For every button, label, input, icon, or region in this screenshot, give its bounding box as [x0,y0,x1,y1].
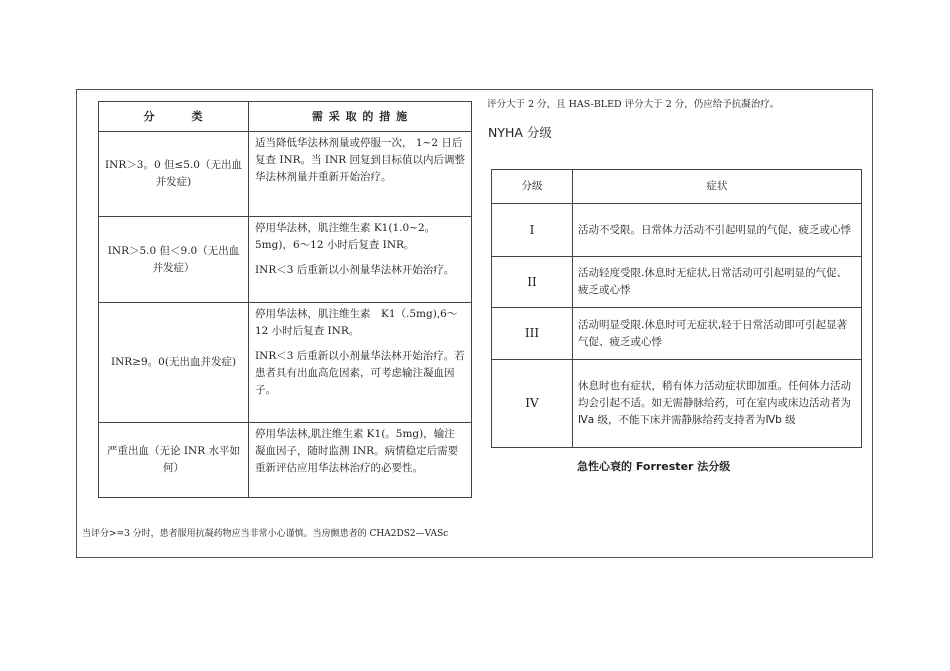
table-row [99,132,472,217]
table-row [492,257,862,308]
table-row [492,360,862,448]
inr-management-table [98,101,472,498]
grade-cell: I [492,204,573,257]
table-header-row [99,102,472,132]
header-symptom: 症状 [573,170,862,204]
cha2ds2-vasc-note: 当评分>=3 分时，患者服用抗凝药物应当非常小心谨慎。当房颤患者的 CHA2DS2—VASc [82,529,449,539]
table-header-row [492,170,862,204]
header-action: 需 采 取 的 措 施 [249,102,472,132]
category-cell: 严重出血（无论 INR 水平如何） [99,423,249,498]
table-row [492,308,862,360]
action-text: INR＜3 后重新以小剂量华法林开始治疗。若患者具有出血高危因素，可考虑输注凝血因子。 [255,350,465,396]
action-text: 停用华法林，肌注维生素 K1（.5mg),6～12 小时后复查 INR。 [255,308,458,337]
category-cell: INR＞3。0 但≤5.0（无出血并发症) [99,132,249,217]
symptom-cell: 活动明显受限.休息时可无症状,轻于日常活动即可引起显著气促、疲乏或心悸 [573,308,862,360]
category-cell: INR＞5.0 但＜9.0（无出血并发症） [99,217,249,303]
table-row [99,217,472,303]
action-text: 适当降低华法林剂量或停服一次， 1~2 日后复查 INR。当 INR 回复到目标值以内后调整华法林剂量并重新开始治疗。 [255,137,465,183]
symptom-cell: 休息时也有症状，稍有体力活动症状即加重。任何体力活动均会引起不适。如无需静脉给药，可在室内或床边活动者为Ⅳa 级，不能下床并需静脉给药支持者为Ⅳb 级 [573,360,862,448]
action-cell [249,423,472,498]
action-text: INR＜3 后重新以小剂量华法林开始治疗。 [255,264,455,276]
grade-cell: III [492,308,573,360]
has-bled-note: 评分大于 2 分，且 HAS-BLED 评分大于 2 分，仍应给予抗凝治疗。 [487,99,780,110]
action-cell [249,303,472,423]
table-row [99,303,472,423]
nyha-table [491,169,862,448]
forrester-caption: 急性心衰的 Forrester 法分级 [577,460,731,473]
action-text: 停用华法林,肌注维生素 K1(。5mg)，输注凝血因子，随时监测 INR。病情稳定后需要重新评估应用华法林治疗的必要性。 [255,428,459,474]
action-text: 停用华法林，肌注维生素 K1(1.0~2。5mg)，6～12 小时后复查 INR。 [255,222,436,251]
action-cell [249,132,472,217]
table-row [99,423,472,498]
grade-cell: IV [492,360,573,448]
header-category: 分 类 [99,102,249,132]
action-cell [249,217,472,303]
category-cell: INR≥9。0(无出血并发症) [99,303,249,423]
table-row [492,204,862,257]
symptom-cell: 活动不受限。日常体力活动不引起明显的气促、疲乏或心悸 [573,204,862,257]
header-grade: 分级 [492,170,573,204]
symptom-cell: 活动轻度受限.休息时无症状,日常活动可引起明显的气促、疲乏或心悸 [573,257,862,308]
grade-cell: II [492,257,573,308]
nyha-title: NYHA 分级 [488,125,552,140]
